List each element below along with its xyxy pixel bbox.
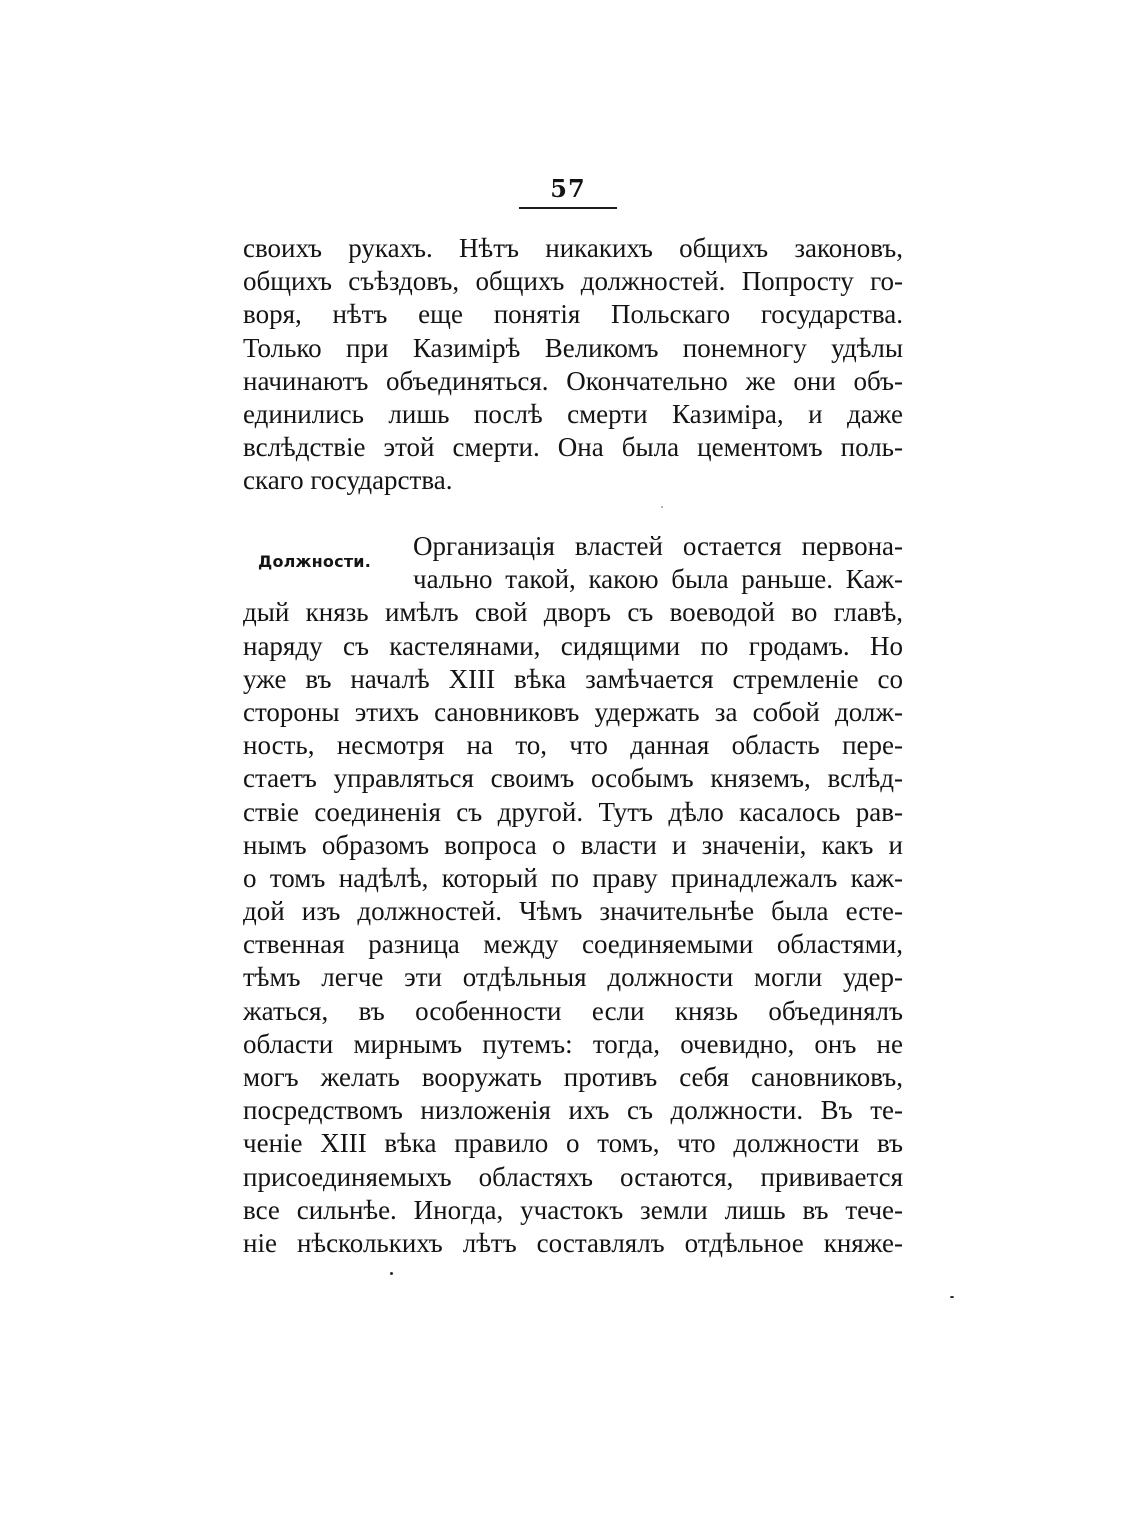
text-line: уже въ началѣ XIII вѣка замѣчается стремленіе со (243, 663, 903, 694)
text-line: дый князь имѣлъ свой дворъ съ воеводой во главѣ, (243, 597, 903, 628)
text-line: общихъ съѣздовъ, общихъ должностей. Попросту го- (243, 266, 903, 297)
text-line: ность, несмотря на то, что данная область пере- (243, 730, 903, 761)
text-line: начинаютъ объединяться. Окончательно же они объ- (243, 365, 903, 396)
text-line: все сильнѣе. Иногда, участокъ земли лишь въ тече- (243, 1194, 903, 1225)
text-line: могъ желать вооружать противъ себя сановниковъ, (243, 1062, 903, 1092)
text-line: ствіе соединенія съ другой. Тутъ дѣло касалось рав- (243, 796, 903, 827)
text-line: о томъ надѣлѣ, который по праву принадлежалъ каж- (243, 862, 903, 893)
text-line: жаться, въ особенности если князь объединялъ (243, 995, 903, 1026)
text-line: воря, нѣтъ еще понятія Польскаго государства. (243, 299, 903, 330)
text-line: тѣмъ легче эти отдѣльныя должности могли удер- (243, 962, 903, 993)
text-line: дой изъ должностей. Чѣмъ значительнѣе была есте- (243, 896, 903, 927)
scan-speck (390, 1272, 393, 1275)
text-line: своихъ рукахъ. Нѣтъ никакихъ общихъ законовъ, (243, 233, 903, 263)
text-line: Организація властей остается первона- (413, 531, 903, 561)
text-line: области мирнымъ путемъ: тогда, очевидно, онъ не (243, 1028, 903, 1059)
page-number: 57 (550, 174, 586, 203)
paragraph-1 (243, 232, 903, 498)
text-line: единились лишь послѣ смерти Казиміра, и даже (243, 398, 903, 429)
text-line: вслѣдствіе этой смерти. Она была цементомъ поль- (243, 432, 903, 463)
text-line: нымъ образомъ вопроса о власти и значеніи, какъ и (243, 829, 903, 860)
marginal-heading: Должности. (258, 552, 371, 571)
text-line: наряду съ кастелянами, сидящими по гродамъ. Но (243, 630, 903, 661)
scan-speck (661, 506, 663, 508)
paragraph-2 (243, 530, 903, 1260)
text-line: посредствомъ низложенія ихъ съ должности. Въ те- (243, 1095, 903, 1126)
text-line: присоединяемыхъ областяхъ остаются, прививается (243, 1161, 903, 1192)
text-line: ченіе XIII вѣка правило о томъ, что должности въ (243, 1128, 903, 1159)
text-line: чально такой, какою была раньше. Каж- (413, 564, 903, 595)
text-line: Только при Казимірѣ Великомъ понемногу удѣлы (243, 332, 903, 363)
text-line: стороны этихъ сановниковъ удержать за собой долж- (243, 696, 903, 727)
text-line: скаго государства. (243, 465, 453, 496)
text-line: ніе нѣсколькихъ лѣтъ составлялъ отдѣльное княже- (243, 1227, 903, 1258)
text-line: стаетъ управляться своимъ особымъ княземъ, вслѣд- (243, 763, 903, 794)
page-number-rule (519, 207, 617, 209)
scan-speck (950, 1296, 954, 1298)
text-line: ственная разница между соединяемыми областями, (243, 929, 903, 960)
